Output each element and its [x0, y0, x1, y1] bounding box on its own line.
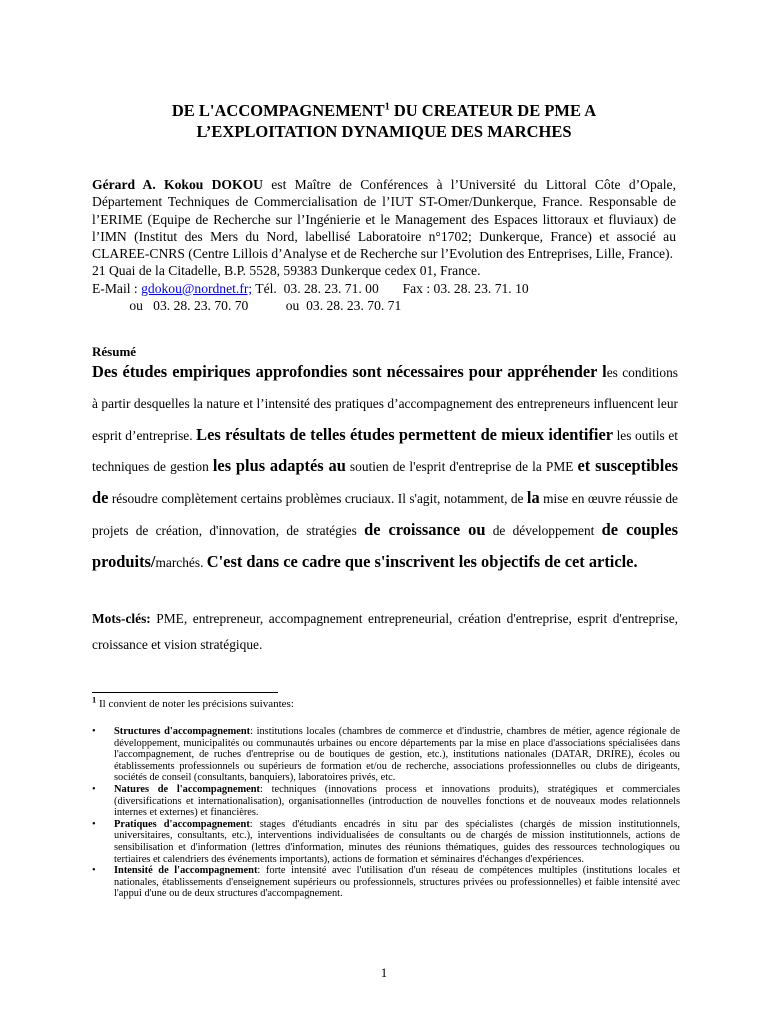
- abstract-bold-3: les plus adaptés au: [212, 456, 346, 476]
- title-line2: L’EXPLOITATION DYNAMIQUE DES MARCHES: [196, 122, 572, 141]
- bullet-icon: •: [92, 726, 96, 737]
- abstract-text-4: résoudre complètement certains problèmes cruciaux. Il s'agit, notamment, de: [108, 491, 527, 507]
- footnote-term: Pratiques d'accompagnement: [114, 818, 250, 830]
- phone-alt: ou 03. 28. 23. 70. 70 ou 03. 28. 23. 70. 71: [92, 298, 402, 314]
- title-footnote-mark[interactable]: 1: [384, 101, 390, 113]
- footnote-text: : stages d'étudiants encadrés in situ par des spécialistes (chargés de mission institutionnels, universitaires, consultants, etc.), interventions individualisées de consultants ou de chargés de mission institutionnels, actions de sensibilisation et d'information (lettres d'information, minutes des réunions thématiques, guides des ressources technologiques ou tertiaires et calendriers des événements importants), actions de formation et séminaires d'échanges d'expériences.: [114, 818, 680, 865]
- footnote-separator: [92, 692, 278, 693]
- abstract-bold-5: la: [526, 488, 540, 508]
- bullet-icon: •: [92, 818, 96, 830]
- abstract-text-7: marchés.: [155, 554, 207, 570]
- footnote-item: [92, 726, 680, 784]
- title-part2: DU CREATEUR DE PME A: [389, 101, 597, 120]
- abstract-text-2: les outils et techniques de gestion: [92, 427, 678, 475]
- author-bio: est Maître de Conférences à l’Université du Littoral Côte d’Opale, Département Techniques de Commercialisation de l’IUT ST-Omer/Dunkerque, France. Responsable de l’ERIME (Equipe de Recherche sur l’Ingénierie et le Management des Espaces littoraux et fluviaux) de l’IMN (Institut des Mers du Nord, labellisé Laboratoire n°1702; Dunkerque, France) et associé au CLAREE-CNRS (Centre Lillois d’Analyse et de Recherche sur l’Evolution des Entreprises, Lille, France).: [92, 177, 676, 262]
- footnote-term: Natures de l'accompagnement: [114, 783, 260, 795]
- abstract-bold-4: et susceptibles de: [92, 456, 678, 508]
- footnote-text: : forte intensité avec l'utilisation d'un réseau de compétences multiples (institutions locales et nationales, établissements d'enseignement supérieurs ou professionnels, structures privées ou professionnelles) et faible intensité avec l'appui d'une ou de deux structures d'accompagnement.: [114, 865, 680, 900]
- email-label: E-Mail :: [92, 280, 142, 296]
- footnote-term: Intensité de l'accompagnement: [114, 865, 258, 877]
- author-contact: [92, 280, 676, 297]
- abstract-heading: Résumé: [92, 344, 137, 359]
- abstract-text-6: de développement: [485, 522, 602, 538]
- footnote-mark: 1: [92, 694, 97, 705]
- footnote-list: [92, 726, 680, 900]
- paper-title: [90, 100, 678, 142]
- footnote-intro: [92, 694, 294, 710]
- keywords: [92, 606, 678, 657]
- author-name: Gérard A. Kokou DOKOU: [92, 177, 263, 192]
- email-link[interactable]: gdokou@nordnet.fr;: [141, 280, 253, 296]
- abstract-bold-6: de croissance ou: [364, 519, 486, 539]
- footnote-intro-text: Il convient de noter les précisions suivantes:: [96, 698, 294, 710]
- abstract-text-5: mise en œuvre réussie de projets de création, d'innovation, de stratégies: [92, 491, 678, 538]
- bullet-icon: •: [92, 783, 96, 795]
- abstract-bold-1: Des études empiriques approfondies sont nécessaires pour appréhender l: [92, 362, 607, 381]
- keywords-text: PME, entrepreneur, accompagnement entrepreneurial, création d'entreprise, esprit d'entreprise, croissance et vision stratégique.: [92, 611, 678, 652]
- footnote-text: : techniques (innovations process et innovations produits), stratégiques et commerciales (diversifications et internationalisation), organisationnelles (introduction de nouvelles fonctions et de nouveaux modes relationnels internes et externes) et financières.: [114, 783, 680, 819]
- abstract-text: [92, 357, 678, 579]
- author-address: 21 Quai de la Citadelle, B.P. 5528, 59383 Dunkerque cedex 01, France.: [92, 263, 481, 279]
- title-part1: DE L'ACCOMPAGNEMENT: [171, 101, 385, 120]
- footnote-text: : institutions locales (chambres de commerce et d'industrie, chambres de métier, agence régionale de développement, municipalités ou communautés urbaines ou encore départements par la mise en place d'associations spécialisées dans l'accompagnement, de ruches d'entreprise ou de boutiques de gestion, etc.), institutions nationales (DATAR, DRIRE), écoles ou établissements professionnels ou supérieurs de formation et/ou de recherche, associations professionnelles ou clubs de dirigeants, sociétés de conseil (consultants, banquiers), laboratoires privés, etc.: [114, 726, 680, 784]
- phone-fax: Tél. 03. 28. 23. 71. 00 Fax : 03. 28. 23. 71. 10: [252, 280, 529, 296]
- abstract-bold-8: C'est dans ce cadre que s'inscrivent les objectifs de cet article.: [206, 551, 638, 571]
- footnote-item: [92, 865, 680, 900]
- abstract-bold-2: Les résultats de telles études permettent de mieux identifier: [196, 424, 614, 444]
- abstract-bold-7: de couples produits/: [92, 519, 678, 571]
- abstract-text-1: es conditions à partir desquelles la nature et l’intensité des pratiques d’accompagnement des entrepreneurs influencent leur esprit d’entreprise.: [92, 365, 679, 443]
- footnote-item: [92, 784, 680, 819]
- page-number: 1: [380, 965, 388, 980]
- abstract-text-3: soutien de l'esprit d'entreprise de la PME: [345, 459, 578, 475]
- footnote-term: Structures d'accompagnement: [114, 726, 251, 737]
- footnote-item: [92, 819, 680, 865]
- keywords-label: Mots-clés:: [92, 611, 151, 626]
- bullet-icon: •: [92, 865, 96, 877]
- author-block: [92, 176, 676, 314]
